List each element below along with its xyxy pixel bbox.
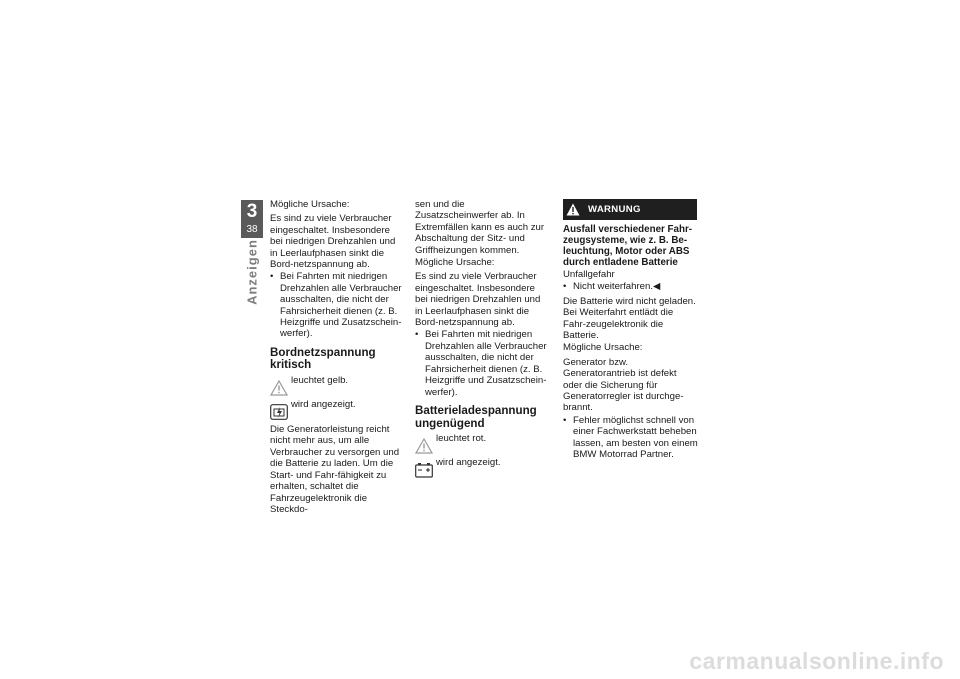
battery-icon <box>415 462 433 478</box>
column-3 <box>563 199 698 461</box>
column-2 <box>415 199 550 481</box>
section-heading: Bordnetzspannung kritisch <box>270 345 376 372</box>
indicator-row <box>415 457 550 479</box>
paragraph: Die Batterie wird nicht geladen. Bei Weiterfahrt entlädt die Fahr-zeugelektronik die Batterie. <box>563 295 696 342</box>
chapter-number: 3 <box>246 201 258 222</box>
paragraph: Unfallgefahr <box>563 269 615 280</box>
chapter-tab <box>241 200 263 238</box>
indicator-row <box>270 375 405 397</box>
battery-lightning-icon <box>270 404 288 420</box>
paragraph: Generator bzw. Generatorantrieb ist defekt oder die Sicherung für Generatorregler ist durchge-brannt. <box>563 356 684 414</box>
warning-triangle-icon <box>270 380 288 396</box>
column-1 <box>270 199 405 516</box>
indicator-text: leuchtet gelb. <box>291 375 349 387</box>
indicator-row <box>270 399 405 421</box>
paragraph: Mögliche Ursache: <box>270 199 350 210</box>
bullet-item: • Fehler möglichst schnell von einer Fachwerkstatt beheben lassen, am besten von einem BMW Motorrad Partner. <box>563 415 698 461</box>
paragraph: Mögliche Ursache: <box>415 257 495 269</box>
paragraph: sen und die Zusatzscheinwerfer ab. In Extremfällen kann es auch zur Abschaltung der Sitz- und Griffheizungen kommen. <box>415 199 545 256</box>
warning-label: WARNUNG <box>588 203 641 215</box>
indicator-text: wird angezeigt. <box>436 457 501 469</box>
warning-triangle-icon <box>566 203 580 216</box>
indicator-text: leuchtet rot. <box>436 433 487 445</box>
paragraph: Es sind zu viele Verbraucher eingeschaltet. Insbesondere bei niedrigen Drehzahlen und in Leerlaufphasen sinkt die Bord-netzspannung ab. <box>270 213 396 271</box>
warning-title: Ausfall verschiedener Fahr-zeugsysteme, wie z. B. Be-leuchtung, Motor oder ABS durch entladene Batterie <box>563 224 693 268</box>
indicator-row <box>415 433 550 455</box>
page-number: 38 <box>246 224 258 235</box>
section-label: Anzeigen <box>244 239 260 305</box>
paragraph: Die Generatorleistung reicht nicht mehr aus, um alle Verbraucher zu versorgen und die Batterie zu laden. Um die Start- und Fahr-fähigkeit zu erhalten, schaltet die Fahrzeugelektronik die Steckdo- <box>270 424 400 515</box>
paragraph: Mögliche Ursache: <box>563 342 643 354</box>
indicator-text: wird angezeigt. <box>291 399 356 411</box>
bullet-item: • Bei Fahrten mit niedrigen Drehzahlen alle Verbraucher ausschalten, die nicht der Fahrsicherheit dienen (z. B. Heizgriffe und Zusatzschein-werfer). <box>415 329 550 397</box>
bullet-item: • Bei Fahrten mit niedrigen Drehzahlen alle Verbraucher ausschalten, die nicht der Fahrsicherheit dienen (z. B. Heizgriffe und Zusatzschein-werfer). <box>270 271 405 339</box>
section-heading: Batterieladespannung ungenügend <box>415 403 537 430</box>
bullet-item: • Nicht weiterfahren.◀ <box>563 281 698 292</box>
paragraph: Es sind zu viele Verbraucher eingeschaltet. Insbesondere bei niedrigen Drehzahlen und in Leerlaufphasen sinkt die Bord-netzspannung ab. <box>415 271 541 329</box>
warning-banner <box>563 199 697 220</box>
watermark: carmanualsonline.info <box>689 648 944 674</box>
warning-triangle-icon <box>415 438 433 454</box>
